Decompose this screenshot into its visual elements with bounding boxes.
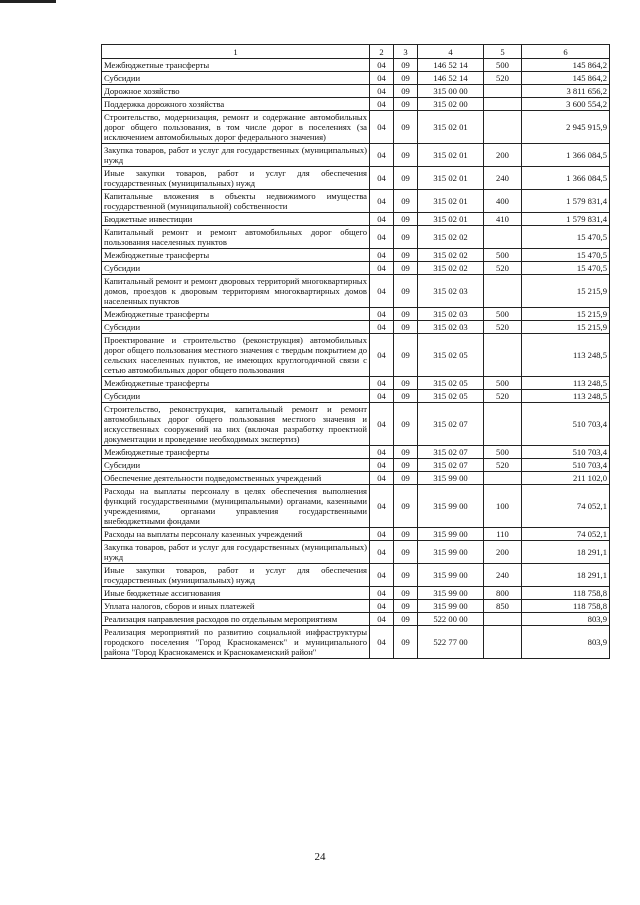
section-code: 04 bbox=[370, 144, 394, 167]
subsection-code: 09 bbox=[394, 626, 418, 659]
expense-type-code bbox=[484, 275, 522, 308]
amount: 145 864,2 bbox=[522, 59, 610, 72]
table-row bbox=[102, 249, 610, 262]
target-article-code: 315 99 00 bbox=[418, 485, 484, 528]
target-article-code: 315 02 01 bbox=[418, 111, 484, 144]
table-row bbox=[102, 85, 610, 98]
amount: 15 215,9 bbox=[522, 275, 610, 308]
subsection-code: 09 bbox=[394, 226, 418, 249]
column-number: 3 bbox=[394, 45, 418, 59]
expense-type-code: 800 bbox=[484, 587, 522, 600]
expense-type-code: 520 bbox=[484, 321, 522, 334]
subsection-code: 09 bbox=[394, 472, 418, 485]
expense-type-code: 500 bbox=[484, 308, 522, 321]
amount: 113 248,5 bbox=[522, 377, 610, 390]
column-number: 4 bbox=[418, 45, 484, 59]
subsection-code: 09 bbox=[394, 262, 418, 275]
subsection-code: 09 bbox=[394, 85, 418, 98]
subsection-code: 09 bbox=[394, 459, 418, 472]
section-code: 04 bbox=[370, 528, 394, 541]
subsection-code: 09 bbox=[394, 377, 418, 390]
expense-name: Обеспечение деятельности подведомственных учреждений bbox=[102, 472, 370, 485]
section-code: 04 bbox=[370, 626, 394, 659]
expense-name: Проектирование и строительство (реконструкция) автомобильных дорог общего пользования местного значения с твердым покрытием до сельских населенных пунктов, не имеющих круглогодичной связи с сетью автомобильных дорог общего пользования bbox=[102, 334, 370, 377]
column-number: 1 bbox=[102, 45, 370, 59]
table-row bbox=[102, 600, 610, 613]
expense-name: Межбюджетные трансферты bbox=[102, 308, 370, 321]
target-article-code: 315 99 00 bbox=[418, 528, 484, 541]
expense-name: Субсидии bbox=[102, 262, 370, 275]
target-article-code: 315 02 02 bbox=[418, 226, 484, 249]
section-code: 04 bbox=[370, 213, 394, 226]
section-code: 04 bbox=[370, 85, 394, 98]
target-article-code: 146 52 14 bbox=[418, 72, 484, 85]
expense-type-code: 500 bbox=[484, 59, 522, 72]
table-row bbox=[102, 72, 610, 85]
section-code: 04 bbox=[370, 249, 394, 262]
expense-type-code: 100 bbox=[484, 485, 522, 528]
expense-name: Капитальный ремонт и ремонт автомобильных дорог общего пользования населенных пунктов bbox=[102, 226, 370, 249]
scan-artifact-line bbox=[0, 0, 56, 3]
expense-name: Поддержка дорожного хозяйства bbox=[102, 98, 370, 111]
page-number: 24 bbox=[314, 851, 326, 863]
expense-name: Субсидии bbox=[102, 72, 370, 85]
expense-name: Дорожное хозяйство bbox=[102, 85, 370, 98]
amount: 145 864,2 bbox=[522, 72, 610, 85]
section-code: 04 bbox=[370, 377, 394, 390]
amount: 3 811 656,2 bbox=[522, 85, 610, 98]
table-row bbox=[102, 334, 610, 377]
table-row bbox=[102, 111, 610, 144]
expense-type-code bbox=[484, 403, 522, 446]
expense-name: Межбюджетные трансферты bbox=[102, 249, 370, 262]
expense-name: Бюджетные инвестиции bbox=[102, 213, 370, 226]
expense-name: Субсидии bbox=[102, 321, 370, 334]
table-row bbox=[102, 626, 610, 659]
table-row bbox=[102, 144, 610, 167]
target-article-code: 315 02 03 bbox=[418, 275, 484, 308]
table-row bbox=[102, 321, 610, 334]
expense-name: Капитальный ремонт и ремонт дворовых территорий многоквартирных домов, проездов к дворовым территориям многоквартирных домов населенных пунктов bbox=[102, 275, 370, 308]
subsection-code: 09 bbox=[394, 446, 418, 459]
amount: 803,9 bbox=[522, 626, 610, 659]
expense-name: Иные закупки товаров, работ и услуг для обеспечения государственных (муниципальных) нужд bbox=[102, 564, 370, 587]
amount: 118 758,8 bbox=[522, 587, 610, 600]
table-row bbox=[102, 167, 610, 190]
expense-type-code bbox=[484, 98, 522, 111]
target-article-code: 315 02 07 bbox=[418, 459, 484, 472]
target-article-code: 315 02 00 bbox=[418, 98, 484, 111]
expense-type-code: 500 bbox=[484, 446, 522, 459]
budget-table bbox=[101, 44, 610, 659]
target-article-code: 315 02 07 bbox=[418, 403, 484, 446]
table-row bbox=[102, 459, 610, 472]
expense-type-code: 240 bbox=[484, 167, 522, 190]
column-number: 6 bbox=[522, 45, 610, 59]
section-code: 04 bbox=[370, 308, 394, 321]
table-row bbox=[102, 190, 610, 213]
amount: 510 703,4 bbox=[522, 403, 610, 446]
amount: 211 102,0 bbox=[522, 472, 610, 485]
amount: 74 052,1 bbox=[522, 528, 610, 541]
table-row bbox=[102, 485, 610, 528]
amount: 118 758,8 bbox=[522, 600, 610, 613]
expense-type-code: 500 bbox=[484, 377, 522, 390]
section-code: 04 bbox=[370, 390, 394, 403]
subsection-code: 09 bbox=[394, 541, 418, 564]
expense-type-code: 520 bbox=[484, 390, 522, 403]
section-code: 04 bbox=[370, 587, 394, 600]
expense-name: Строительство, модернизация, ремонт и содержание автомобильных дорог общего пользования, в том числе дорог в поселениях (за исключением автомобильных дорог федерального значения) bbox=[102, 111, 370, 144]
amount: 18 291,1 bbox=[522, 564, 610, 587]
section-code: 04 bbox=[370, 72, 394, 85]
subsection-code: 09 bbox=[394, 528, 418, 541]
amount: 1 579 831,4 bbox=[522, 213, 610, 226]
target-article-code: 315 02 01 bbox=[418, 144, 484, 167]
section-code: 04 bbox=[370, 111, 394, 144]
expense-name: Капитальные вложения в объекты недвижимого имущества государственной (муниципальной) собственности bbox=[102, 190, 370, 213]
expense-type-code: 200 bbox=[484, 541, 522, 564]
table-row bbox=[102, 541, 610, 564]
section-code: 04 bbox=[370, 321, 394, 334]
amount: 15 215,9 bbox=[522, 321, 610, 334]
expense-type-code bbox=[484, 626, 522, 659]
section-code: 04 bbox=[370, 446, 394, 459]
amount: 1 366 084,5 bbox=[522, 167, 610, 190]
amount: 15 470,5 bbox=[522, 249, 610, 262]
expense-name: Расходы на выплаты персоналу в целях обеспечения выполнения функций государственными (муниципальными) органами, казенными учреждениями, органами управления государственными внебюджетными фондами bbox=[102, 485, 370, 528]
section-code: 04 bbox=[370, 613, 394, 626]
target-article-code: 315 00 00 bbox=[418, 85, 484, 98]
amount: 803,9 bbox=[522, 613, 610, 626]
section-code: 04 bbox=[370, 403, 394, 446]
target-article-code: 315 02 05 bbox=[418, 334, 484, 377]
expense-type-code: 200 bbox=[484, 144, 522, 167]
subsection-code: 09 bbox=[394, 72, 418, 85]
target-article-code: 315 02 01 bbox=[418, 190, 484, 213]
table-row bbox=[102, 472, 610, 485]
expense-name: Межбюджетные трансферты bbox=[102, 377, 370, 390]
section-code: 04 bbox=[370, 564, 394, 587]
section-code: 04 bbox=[370, 167, 394, 190]
amount: 18 291,1 bbox=[522, 541, 610, 564]
subsection-code: 09 bbox=[394, 144, 418, 167]
amount: 1 366 084,5 bbox=[522, 144, 610, 167]
subsection-code: 09 bbox=[394, 587, 418, 600]
target-article-code: 315 02 07 bbox=[418, 446, 484, 459]
table-row bbox=[102, 403, 610, 446]
expense-name: Межбюджетные трансферты bbox=[102, 446, 370, 459]
subsection-code: 09 bbox=[394, 59, 418, 72]
subsection-code: 09 bbox=[394, 213, 418, 226]
expense-type-code bbox=[484, 613, 522, 626]
target-article-code: 522 00 00 bbox=[418, 613, 484, 626]
expense-type-code: 520 bbox=[484, 262, 522, 275]
expense-type-code: 240 bbox=[484, 564, 522, 587]
target-article-code: 315 99 00 bbox=[418, 472, 484, 485]
subsection-code: 09 bbox=[394, 321, 418, 334]
table-row bbox=[102, 275, 610, 308]
amount: 15 215,9 bbox=[522, 308, 610, 321]
expense-type-code: 850 bbox=[484, 600, 522, 613]
target-article-code: 315 02 05 bbox=[418, 390, 484, 403]
expense-name: Уплата налогов, сборов и иных платежей bbox=[102, 600, 370, 613]
amount: 2 945 915,9 bbox=[522, 111, 610, 144]
subsection-code: 09 bbox=[394, 600, 418, 613]
budget-table-body bbox=[102, 45, 610, 659]
subsection-code: 09 bbox=[394, 390, 418, 403]
expense-type-code bbox=[484, 334, 522, 377]
column-number: 2 bbox=[370, 45, 394, 59]
expense-name: Закупка товаров, работ и услуг для государственных (муниципальных) нужд bbox=[102, 541, 370, 564]
target-article-code: 315 02 01 bbox=[418, 167, 484, 190]
section-code: 04 bbox=[370, 485, 394, 528]
section-code: 04 bbox=[370, 459, 394, 472]
expense-type-code: 500 bbox=[484, 249, 522, 262]
table-row bbox=[102, 262, 610, 275]
subsection-code: 09 bbox=[394, 111, 418, 144]
expense-name: Субсидии bbox=[102, 390, 370, 403]
subsection-code: 09 bbox=[394, 485, 418, 528]
expense-type-code bbox=[484, 85, 522, 98]
table-row bbox=[102, 213, 610, 226]
table-row bbox=[102, 226, 610, 249]
expense-name: Иные закупки товаров, работ и услуг для обеспечения государственных (муниципальных) нужд bbox=[102, 167, 370, 190]
expense-name: Реализация мероприятий по развитию социальной инфраструктуры городского поселения "Город Краснокаменск" и муниципального района "Город Краснокаменск и Краснокаменский район" bbox=[102, 626, 370, 659]
subsection-code: 09 bbox=[394, 98, 418, 111]
expense-name: Расходы на выплаты персоналу казенных учреждений bbox=[102, 528, 370, 541]
expense-type-code bbox=[484, 226, 522, 249]
target-article-code: 522 77 00 bbox=[418, 626, 484, 659]
target-article-code: 315 02 03 bbox=[418, 308, 484, 321]
table-row bbox=[102, 390, 610, 403]
table-row bbox=[102, 59, 610, 72]
table-row bbox=[102, 528, 610, 541]
table-row bbox=[102, 377, 610, 390]
section-code: 04 bbox=[370, 541, 394, 564]
expense-name: Строительство, реконструкция, капитальный ремонт и ремонт автомобильных дорог общего пользования местного значения и искусственных сооружений на них (включая разработку проектной документации и проведение необходимых экспертиз) bbox=[102, 403, 370, 446]
target-article-code: 146 52 14 bbox=[418, 59, 484, 72]
expense-type-code: 410 bbox=[484, 213, 522, 226]
section-code: 04 bbox=[370, 472, 394, 485]
subsection-code: 09 bbox=[394, 613, 418, 626]
section-code: 04 bbox=[370, 190, 394, 213]
expense-name: Реализация направления расходов по отдельным мероприятиям bbox=[102, 613, 370, 626]
amount: 15 470,5 bbox=[522, 262, 610, 275]
expense-type-code: 400 bbox=[484, 190, 522, 213]
target-article-code: 315 02 02 bbox=[418, 262, 484, 275]
section-code: 04 bbox=[370, 600, 394, 613]
column-number-row bbox=[102, 45, 610, 59]
column-number: 5 bbox=[484, 45, 522, 59]
amount: 3 600 554,2 bbox=[522, 98, 610, 111]
subsection-code: 09 bbox=[394, 190, 418, 213]
amount: 74 052,1 bbox=[522, 485, 610, 528]
expense-name: Субсидии bbox=[102, 459, 370, 472]
amount: 113 248,5 bbox=[522, 334, 610, 377]
table-row bbox=[102, 587, 610, 600]
expense-type-code bbox=[484, 472, 522, 485]
section-code: 04 bbox=[370, 275, 394, 308]
amount: 1 579 831,4 bbox=[522, 190, 610, 213]
subsection-code: 09 bbox=[394, 564, 418, 587]
expense-type-code: 520 bbox=[484, 459, 522, 472]
expense-name: Иные бюджетные ассигнования bbox=[102, 587, 370, 600]
section-code: 04 bbox=[370, 226, 394, 249]
target-article-code: 315 02 03 bbox=[418, 321, 484, 334]
subsection-code: 09 bbox=[394, 275, 418, 308]
target-article-code: 315 02 01 bbox=[418, 213, 484, 226]
target-article-code: 315 99 00 bbox=[418, 587, 484, 600]
amount: 510 703,4 bbox=[522, 459, 610, 472]
section-code: 04 bbox=[370, 59, 394, 72]
target-article-code: 315 99 00 bbox=[418, 600, 484, 613]
expense-name: Закупка товаров, работ и услуг для государственных (муниципальных) нужд bbox=[102, 144, 370, 167]
subsection-code: 09 bbox=[394, 403, 418, 446]
subsection-code: 09 bbox=[394, 308, 418, 321]
expense-type-code: 110 bbox=[484, 528, 522, 541]
amount: 15 470,5 bbox=[522, 226, 610, 249]
table-row bbox=[102, 564, 610, 587]
expense-name: Межбюджетные трансферты bbox=[102, 59, 370, 72]
expense-type-code bbox=[484, 111, 522, 144]
section-code: 04 bbox=[370, 98, 394, 111]
target-article-code: 315 02 05 bbox=[418, 377, 484, 390]
target-article-code: 315 99 00 bbox=[418, 541, 484, 564]
table-row bbox=[102, 613, 610, 626]
expense-type-code: 520 bbox=[484, 72, 522, 85]
section-code: 04 bbox=[370, 262, 394, 275]
subsection-code: 09 bbox=[394, 167, 418, 190]
amount: 113 248,5 bbox=[522, 390, 610, 403]
target-article-code: 315 99 00 bbox=[418, 564, 484, 587]
section-code: 04 bbox=[370, 334, 394, 377]
table-row bbox=[102, 308, 610, 321]
table-row bbox=[102, 446, 610, 459]
subsection-code: 09 bbox=[394, 334, 418, 377]
target-article-code: 315 02 02 bbox=[418, 249, 484, 262]
table-row bbox=[102, 98, 610, 111]
amount: 510 703,4 bbox=[522, 446, 610, 459]
subsection-code: 09 bbox=[394, 249, 418, 262]
